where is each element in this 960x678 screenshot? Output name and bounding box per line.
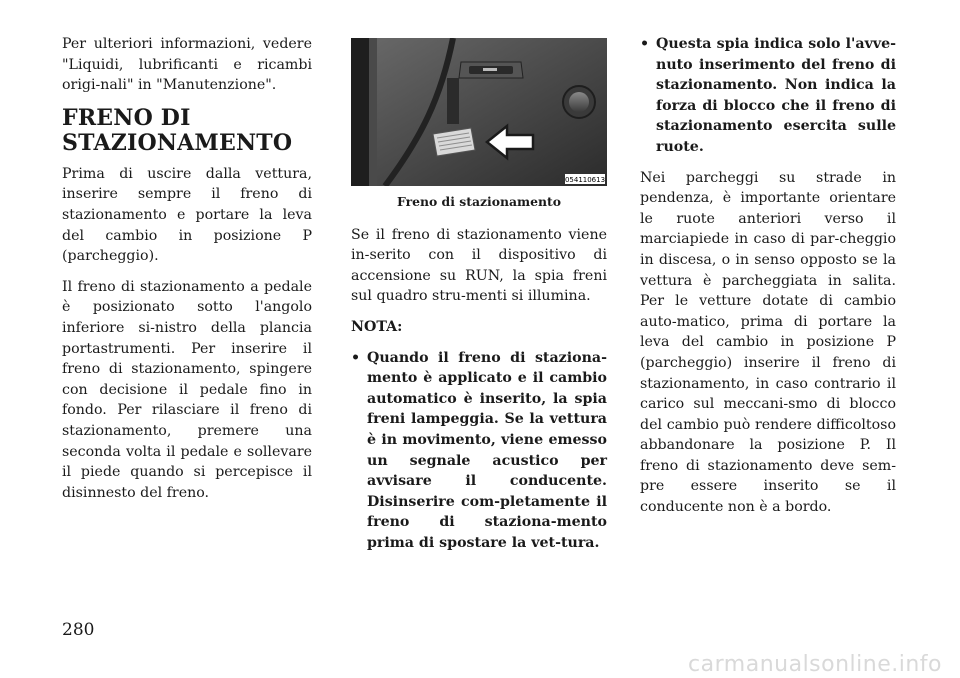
note-bullet-list: [351, 348, 607, 554]
intro-paragraph: Per ulteriori informazioni, vedere "Liquidi, lubrificanti e ricambi origi-nali" in "Manutenzione".: [62, 36, 312, 94]
heading-line-1: FRENO DI: [62, 104, 191, 131]
section-heading: [62, 106, 312, 156]
list-item: [351, 348, 607, 554]
bullet-icon: •: [351, 349, 361, 366]
parking-brake-illustration: [351, 38, 607, 186]
note-label: NOTA:: [351, 318, 403, 335]
paragraph-warning-light: Se il freno di stazionamento viene in-serito con il dispositivo di accensione su RUN, la spia freni sul quadro stru-menti si illumina.: [351, 226, 607, 305]
list-item: [640, 34, 896, 158]
figure-caption: Freno di stazionamento: [396, 194, 562, 209]
bullet-text: Questa spia indica solo l'avve-nuto inserimento del freno di stazionamento. Non indica la forza di blocco che il freno di stazionamento esercita sulle ruote.: [656, 36, 896, 155]
heading-line-2: STAZIONAMENTO: [62, 129, 293, 156]
column-right: [640, 34, 896, 528]
note-bullet-list-continued: [640, 34, 896, 158]
column-left: [62, 34, 312, 513]
parking-brake-photo: [351, 38, 607, 186]
page-number: 280: [62, 620, 95, 640]
bullet-icon: •: [640, 36, 650, 52]
figure-code: 054110613: [564, 176, 606, 184]
paragraph-before-exit: Prima di uscire dalla vettura, inserire sempre il freno di stazionamento e portare la leva del cambio in posizione P (parcheggio).: [62, 165, 312, 265]
watermark: carmanualsonline.info: [688, 652, 942, 677]
figure-parking-brake: [351, 38, 607, 213]
paragraph-slope-parking: Nei parcheggi su strade in pendenza, è importante orientare le ruote anteriori verso il marciapiede in caso di par-cheggio in discesa, o in senso opposto se la vettura è parcheggiata in salita. Per le vetture dotate di cambio auto-matico, prima di portare la leva del cambio in posizione P (parcheggio) inserire il freno di stazionamento, in caso contrario il carico sul meccani-smo di blocco del cambio può rendere difficoltoso abbandonare la posizione P. Il freno di stazionamento deve sem-pre essere inserito se il conducente non è a bordo.: [640, 169, 896, 516]
bullet-text: Quando il freno di staziona-mento è applicato e il cambio automatico è inserito, la spia freni lampeggia. Se la vettura è in movimento, viene emesso un segnale acustico per avvisare il conducente. Disinserire com-pletamente il freno di staziona-mento prima di spostare la vet-tura.: [367, 349, 607, 551]
column-middle: [351, 34, 607, 564]
paragraph-pedal-description: Il freno di stazionamento a pedale è posizionato sotto l'angolo inferiore si-nistro della plancia portastrumenti. Per inserire il freno di stazionamento, spingere con decisione il pedale fino in fondo. Per rilasciare il freno di stazionamento, premere una seconda volta il pedale e sollevare il piede quando si percepisce il disinnesto del freno.: [62, 278, 312, 501]
